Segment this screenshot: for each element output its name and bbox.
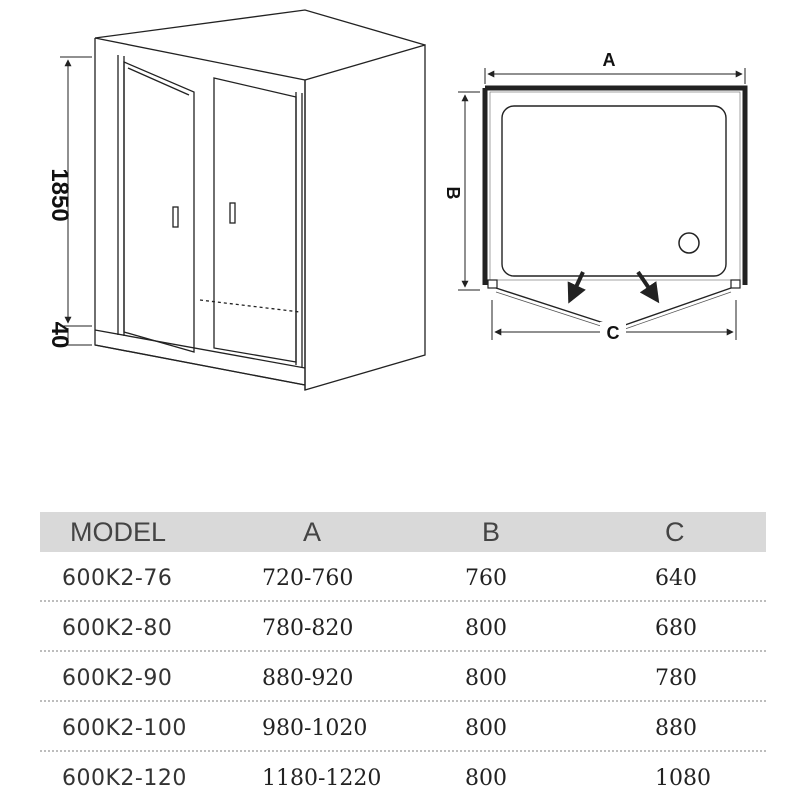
dim-c-label: C xyxy=(606,323,620,343)
height-base-label: 40 xyxy=(46,321,73,349)
cell-c: 880 xyxy=(655,716,697,741)
table-row xyxy=(40,702,766,752)
cell-a: 880-920 xyxy=(262,666,354,691)
table-row xyxy=(40,752,766,802)
cell-a: 1180-1220 xyxy=(262,766,382,791)
dim-a-label: A xyxy=(602,50,616,70)
cell-c: 640 xyxy=(655,566,697,591)
header-b: B xyxy=(482,517,501,547)
header-model: MODEL xyxy=(70,517,167,547)
cell-b: 800 xyxy=(465,666,507,691)
cell-b: 760 xyxy=(465,566,507,591)
header-c: C xyxy=(665,517,685,547)
cell-model: 600K2-100 xyxy=(62,716,187,741)
dimension-a xyxy=(485,68,745,84)
cell-model: 600K2-80 xyxy=(62,616,173,641)
cell-b: 800 xyxy=(465,716,507,741)
dim-b-label: B xyxy=(443,186,463,200)
cell-c: 1080 xyxy=(655,766,711,791)
plan-view xyxy=(485,88,745,329)
cell-a: 780-820 xyxy=(262,616,354,641)
height-total-label: 1850 xyxy=(46,168,73,222)
cell-model: 600K2-76 xyxy=(62,566,173,591)
header-a: A xyxy=(303,517,322,547)
cell-c: 780 xyxy=(655,666,697,691)
table-row xyxy=(40,602,766,652)
cell-model: 600K2-120 xyxy=(62,766,187,791)
cell-b: 800 xyxy=(465,616,507,641)
cell-b: 800 xyxy=(465,766,507,791)
cell-a: 720-760 xyxy=(262,566,354,591)
table-row xyxy=(40,652,766,702)
table-header xyxy=(40,512,766,552)
perspective-view xyxy=(95,10,425,390)
cell-model: 600K2-90 xyxy=(62,666,173,691)
table-row xyxy=(40,552,766,602)
cell-c: 680 xyxy=(655,616,697,641)
cell-a: 980-1020 xyxy=(262,716,368,741)
spec-table xyxy=(40,512,766,802)
